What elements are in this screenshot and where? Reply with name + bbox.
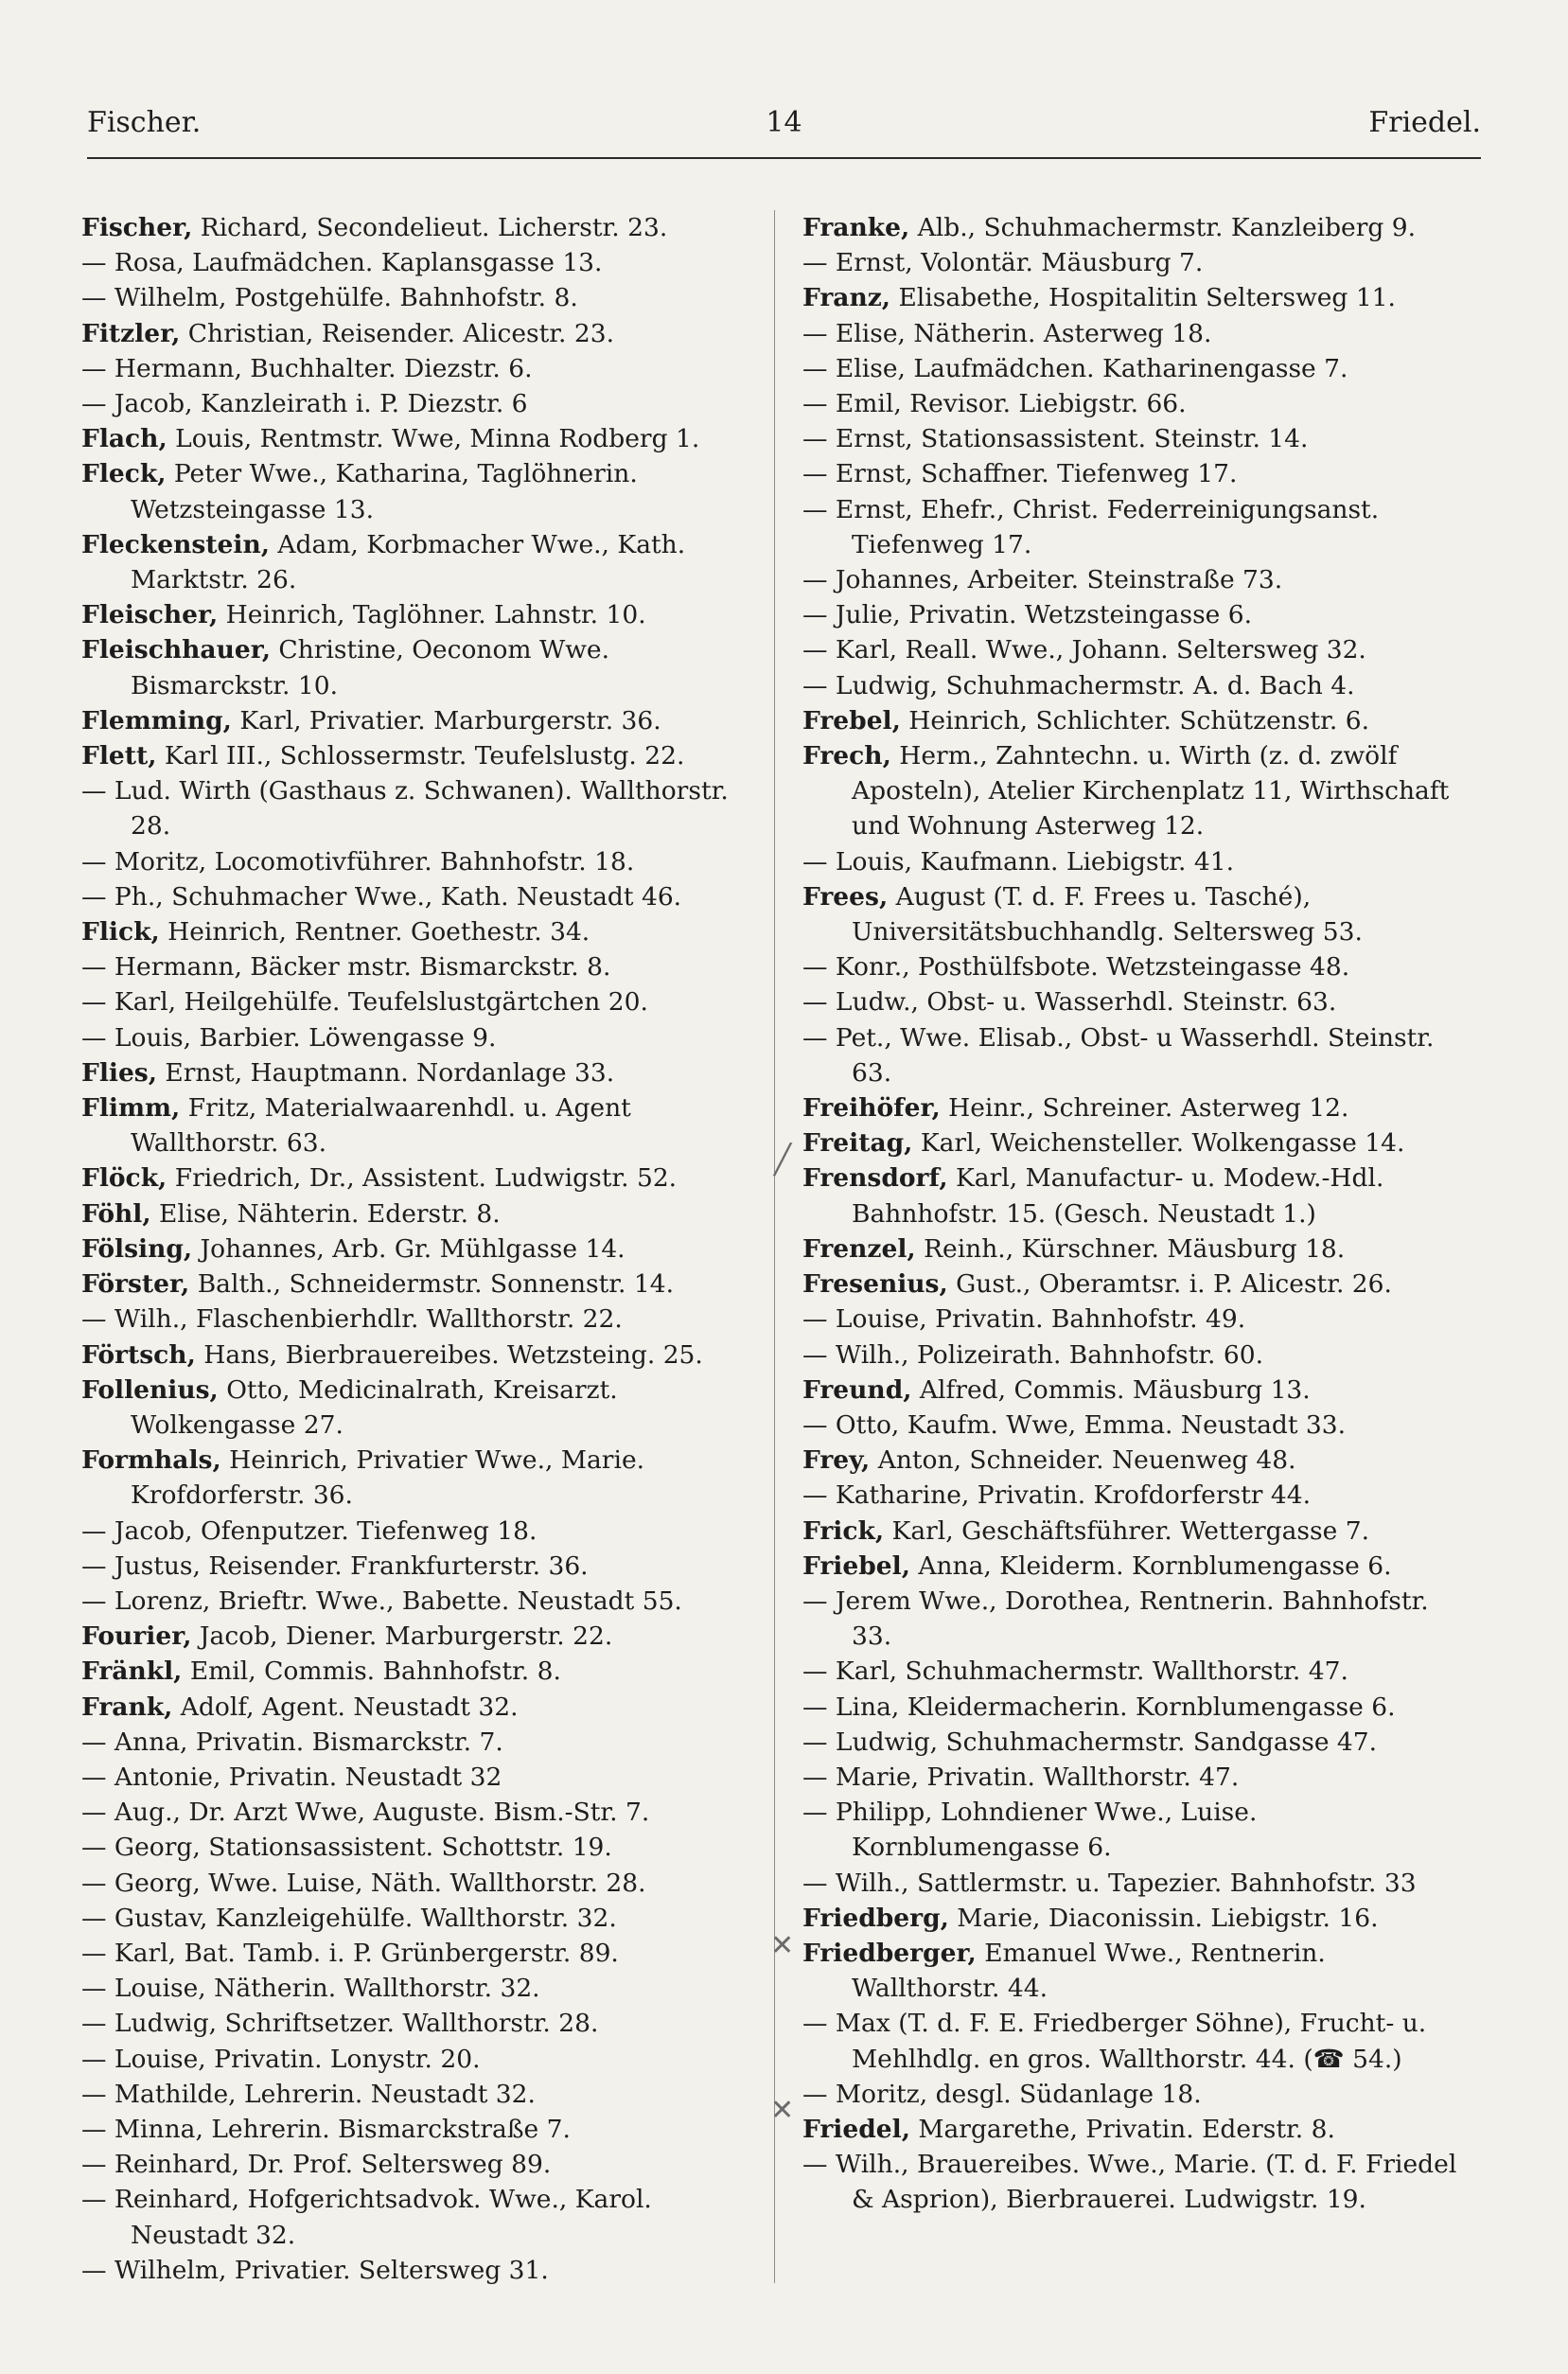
directory-entry: Frick, Karl, Geschäftsführer. Wettergasse 7. (802, 1515, 1369, 1546)
directory-entry: — Wilhelm, Privatier. Seltersweg 31. (81, 2255, 549, 2285)
directory-entry: Fölsing, Johannes, Arb. Gr. Mühlgasse 14. (81, 1233, 625, 1264)
directory-entry: — Pet., Wwe. Elisab., Obst- u Wasserhdl. Steinstr. 63. (802, 1022, 1435, 1088)
directory-entry: — Julie, Privatin. Wetzsteingasse 6. (802, 600, 1253, 630)
directory-entry: — Georg, Wwe. Luise, Näth. Wallthorstr. 28. (81, 1868, 646, 1898)
directory-entry: — Ludwig, Schuhmachermstr. Sandgasse 47. (802, 1727, 1378, 1757)
directory-entry: — Karl, Bat. Tamb. i. P. Grünbergerstr. 89. (81, 1938, 619, 1968)
margin-mark: ╱ (774, 1143, 792, 1177)
directory-entry: Friedberg, Marie, Diaconissin. Liebigstr. 16. (802, 1903, 1379, 1933)
directory-entry: — Lud. Wirth (Gasthaus z. Schwanen). Wallthorstr. 28. (81, 776, 729, 842)
directory-entry: — Otto, Kaufm. Wwe, Emma. Neustadt 33. (802, 1409, 1347, 1440)
directory-entry: — Louise, Nätherin. Wallthorstr. 32. (81, 1974, 540, 2004)
directory-entry: Flöck, Friedrich, Dr., Assistent. Ludwigstr. 52. (81, 1163, 678, 1194)
directory-entry: — Karl, Reall. Wwe., Johann. Seltersweg 32. (802, 635, 1366, 665)
directory-entry: — Moritz, desgl. Südanlage 18. (802, 2079, 1202, 2109)
directory-entry: — Ph., Schuhmacher Wwe., Kath. Neustadt 46. (81, 881, 682, 912)
directory-entry: Flies, Ernst, Hauptmann. Nordanlage 33. (81, 1057, 615, 1088)
directory-entry: Förtsch, Hans, Bierbrauereibes. Wetzsteing. 25. (81, 1339, 703, 1370)
directory-entry: — Wilhelm, Postgehülfe. Bahnhofstr. 8. (81, 283, 578, 313)
directory-entry: — Moritz, Locomotivführer. Bahnhofstr. 18. (81, 846, 635, 877)
directory-entry: Fresenius, Gust., Oberamtsr. i. P. Alicestr. 26. (802, 1269, 1392, 1300)
directory-entry: Flach, Louis, Rentmstr. Wwe, Minna Rodberg 1. (81, 424, 700, 454)
directory-entry: — Gustav, Kanzleigehülfe. Wallthorstr. 32. (81, 1903, 617, 1933)
directory-entry: — Ernst, Stationsassistent. Steinstr. 14. (802, 424, 1309, 454)
directory-entry: Förster, Balth., Schneidermstr. Sonnenstr. 14. (81, 1269, 675, 1300)
directory-entry: — Max (T. d. F. E. Friedberger Söhne), Frucht- u. Mehlhdlg. en gros. Wallthorstr. 44. (☎ 54.) (802, 2009, 1427, 2074)
directory-entry: Frebel, Heinrich, Schlichter. Schützenstr. 6. (802, 705, 1370, 735)
directory-entry: Flemming, Karl, Privatier. Marburgerstr. 36. (81, 705, 661, 735)
directory-entry: — Elise, Nätherin. Asterweg 18. (802, 318, 1212, 348)
directory-entry: Frank, Adolf, Agent. Neustadt 32. (81, 1692, 519, 1722)
directory-entry: — Louis, Kaufmann. Liebigstr. 41. (802, 846, 1234, 877)
directory-entry: Föhl, Elise, Nähterin. Ederstr. 8. (81, 1198, 501, 1229)
directory-entry: Flett, Karl III., Schlossermstr. Teufelslustg. 22. (81, 741, 685, 771)
directory-entry: — Lorenz, Brieftr. Wwe., Babette. Neustadt 55. (81, 1586, 682, 1616)
directory-entry: — Wilh., Polizeirath. Bahnhofstr. 60. (802, 1339, 1264, 1370)
directory-entry: — Karl, Schuhmachermstr. Wallthorstr. 47. (802, 1656, 1348, 1687)
directory-entry: — Reinhard, Dr. Prof. Seltersweg 89. (81, 2150, 552, 2180)
left-column (81, 210, 744, 2288)
directory-entry: — Louis, Barbier. Löwengasse 9. (81, 1022, 497, 1053)
directory-entry: Freitag, Karl, Weichensteller. Wolkengasse 14. (802, 1128, 1405, 1159)
directory-entry: — Marie, Privatin. Wallthorstr. 47. (802, 1762, 1240, 1792)
margin-mark: ✕ (770, 2094, 795, 2127)
directory-entry: Franz, Elisabethe, Hospitalitin Seltersweg 11. (802, 283, 1396, 313)
directory-entry: — Jerem Wwe., Dorothea, Rentnerin. Bahnhofstr. 33. (802, 1586, 1429, 1652)
directory-entry: — Ernst, Schaffner. Tiefenweg 17. (802, 459, 1238, 489)
directory-entry: — Ernst, Volontär. Mäusburg 7. (802, 248, 1204, 278)
column-divider (774, 210, 775, 2283)
directory-entry: Follenius, Otto, Medicinalrath, Kreisarzt. Wolkengasse 27. (81, 1374, 618, 1440)
directory-entry: — Wilh., Flaschenbierhdlr. Wallthorstr. 22. (81, 1304, 623, 1335)
directory-entry: Freihöfer, Heinr., Schreiner. Asterweg 12. (802, 1093, 1349, 1124)
directory-entry: Freund, Alfred, Commis. Mäusburg 13. (802, 1374, 1311, 1405)
directory-entry: Fränkl, Emil, Commis. Bahnhofstr. 8. (81, 1656, 561, 1687)
running-header (87, 106, 1481, 153)
directory-entry: — Louise, Privatin. Bahnhofstr. 49. (802, 1304, 1246, 1335)
directory-entry: — Georg, Stationsassistent. Schottstr. 19. (81, 1833, 612, 1863)
directory-entry: — Wilh., Sattlermstr. u. Tapezier. Bahnhofstr. 33 (802, 1868, 1417, 1898)
directory-entry: — Hermann, Buchhalter. Diezstr. 6. (81, 353, 533, 383)
directory-entry: — Anna, Privatin. Bismarckstr. 7. (81, 1727, 503, 1757)
right-column (802, 210, 1465, 2218)
directory-entry: Friebel, Anna, Kleiderm. Kornblumengasse 6. (802, 1550, 1392, 1581)
margin-mark: ✕ (770, 1929, 795, 1962)
header-right-catchword: Friedel. (1368, 106, 1481, 139)
directory-entry: — Jacob, Kanzleirath i. P. Diezstr. 6 (81, 389, 528, 419)
directory-entry: — Louise, Privatin. Lonystr. 20. (81, 2044, 481, 2074)
directory-entry: — Ludwig, Schriftsetzer. Wallthorstr. 28. (81, 2009, 599, 2039)
directory-entry: Franke, Alb., Schuhmachermstr. Kanzleiberg 9. (802, 213, 1417, 242)
directory-entry: — Ludw., Obst- u. Wasserhdl. Steinstr. 63. (802, 987, 1337, 1018)
directory-entry: — Rosa, Laufmädchen. Kaplansgasse 13. (81, 248, 603, 278)
directory-entry: Frees, August (T. d. F. Frees u. Tasché), Universitätsbuchhandlg. Seltersweg 53. (802, 881, 1363, 948)
directory-entry: — Antonie, Privatin. Neustadt 32 (81, 1762, 502, 1792)
directory-entry: Fourier, Jacob, Diener. Marburgerstr. 22. (81, 1621, 613, 1652)
header-rule (87, 157, 1481, 159)
directory-entry: — Jacob, Ofenputzer. Tiefenweg 18. (81, 1515, 537, 1546)
header-left-catchword: Fischer. (87, 106, 202, 139)
directory-entry: Fitzler, Christian, Reisender. Alicestr. 23. (81, 318, 615, 348)
directory-entry: — Philipp, Lohndiener Wwe., Luise. Kornblumengasse 6. (802, 1798, 1258, 1863)
directory-entry: — Katharine, Privatin. Krofdorferstr 44. (802, 1480, 1312, 1511)
directory-entry: Flick, Heinrich, Rentner. Goethestr. 34. (81, 917, 590, 948)
directory-entry: — Lina, Kleidermacherin. Kornblumengasse 6. (802, 1692, 1396, 1722)
directory-entry: Frensdorf, Karl, Manufactur- u. Modew.-Hdl. Bahnhofstr. 15. (Gesch. Neustadt 1.) (802, 1163, 1384, 1229)
directory-entry: — Elise, Laufmädchen. Katharinengasse 7. (802, 353, 1348, 383)
directory-entry: — Konr., Posthülfsbote. Wetzsteingasse 48. (802, 952, 1350, 983)
directory-entry: — Reinhard, Hofgerichtsadvok. Wwe., Karol. Neustadt 32. (81, 2185, 652, 2250)
directory-entry: — Emil, Revisor. Liebigstr. 66. (802, 389, 1187, 419)
directory-entry: Fleischhauer, Christine, Oeconom Wwe. Bismarckstr. 10. (81, 635, 610, 700)
directory-entry: — Mathilde, Lehrerin. Neustadt 32. (81, 2079, 536, 2109)
directory-entry: — Ernst, Ehefr., Christ. Federreinigungsanst. Tiefenweg 17. (802, 494, 1380, 559)
directory-entry: Formhals, Heinrich, Privatier Wwe., Marie. Krofdorferstr. 36. (81, 1445, 645, 1511)
directory-entry: Frech, Herm., Zahntechn. u. Wirth (z. d. zwölf Aposteln), Atelier Kirchenplatz 11, Wirthschaft und Wohnung Asterweg 12. (802, 741, 1450, 842)
directory-entry: — Justus, Reisender. Frankfurterstr. 36. (81, 1550, 589, 1581)
directory-entry: — Minna, Lehrerin. Bismarckstraße 7. (81, 2114, 571, 2144)
directory-entry: Fleischer, Heinrich, Taglöhner. Lahnstr. 10. (81, 600, 646, 630)
directory-entry: Fleckenstein, Adam, Korbmacher Wwe., Kath. Marktstr. 26. (81, 529, 686, 595)
page-number: 14 (766, 106, 802, 139)
directory-entry: Flimm, Fritz, Materialwaarenhdl. u. Agent Wallthorstr. 63. (81, 1093, 631, 1159)
directory-entry: — Ludwig, Schuhmachermstr. A. d. Bach 4. (802, 670, 1355, 700)
directory-entry: — Hermann, Bäcker mstr. Bismarckstr. 8. (81, 952, 611, 983)
directory-entry: Frenzel, Reinh., Kürschner. Mäusburg 18. (802, 1233, 1346, 1264)
directory-entry: — Aug., Dr. Arzt Wwe, Auguste. Bism.-Str. 7. (81, 1798, 650, 1828)
directory-entry: Fischer, Richard, Secondelieut. Licherstr. 23. (81, 213, 668, 242)
directory-entry: Friedel, Margarethe, Privatin. Ederstr. 8. (802, 2114, 1335, 2144)
directory-entry: — Wilh., Brauereibes. Wwe., Marie. (T. d. F. Friedel & Asprion), Bierbrauerei. Ludwigstr. 19. (802, 2150, 1457, 2215)
directory-entry: Friedberger, Emanuel Wwe., Rentnerin. Wallthorstr. 44. (802, 1938, 1326, 2004)
directory-entry: — Karl, Heilgehülfe. Teufelslustgärtchen 20. (81, 987, 648, 1018)
directory-entry: Frey, Anton, Schneider. Neuenweg 48. (802, 1445, 1296, 1476)
directory-entry: Fleck, Peter Wwe., Katharina, Taglöhnerin. Wetzsteingasse 13. (81, 459, 638, 524)
directory-entry: — Johannes, Arbeiter. Steinstraße 73. (802, 565, 1283, 595)
